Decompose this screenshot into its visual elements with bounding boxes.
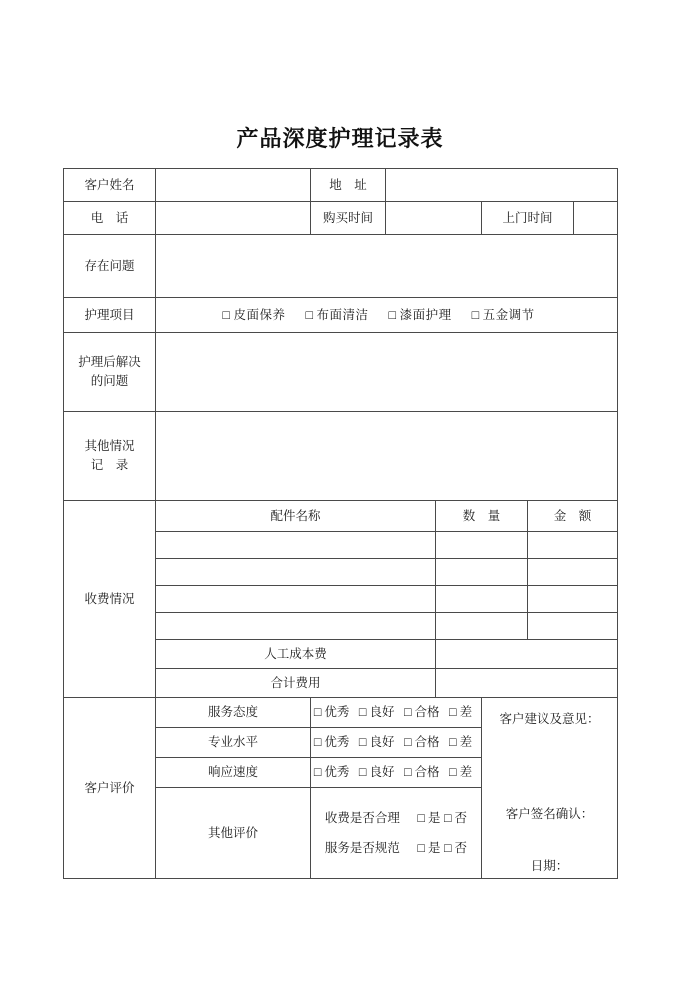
checkbox-icon[interactable]: □ <box>403 765 412 780</box>
care-items-options <box>156 298 618 333</box>
fee-part-name-field[interactable] <box>156 559 436 586</box>
existing-problem-field[interactable] <box>156 235 618 298</box>
rating-label: 优秀 <box>324 735 350 750</box>
rating-option[interactable] <box>314 765 350 779</box>
evaluation-label: 客户评价 <box>64 698 156 879</box>
table-row <box>64 698 618 728</box>
checkbox-icon[interactable]: □ <box>388 307 397 322</box>
address-field[interactable] <box>386 169 618 202</box>
table-row <box>64 235 618 298</box>
signature-label: 客户签名确认： <box>505 806 594 821</box>
care-item-label: 漆面护理 <box>399 307 452 322</box>
checkbox-icon[interactable]: □ <box>443 810 452 825</box>
checkbox-icon[interactable]: □ <box>471 307 480 322</box>
other-eval-question-text: 收费是否合理 <box>324 810 400 825</box>
rating-label: 良好 <box>369 735 395 750</box>
fee-quantity-field[interactable] <box>436 559 528 586</box>
other-situation-label-line2: 记 录 <box>90 458 129 472</box>
table-row <box>64 501 618 532</box>
after-care-label-line1: 护理后解决 <box>78 355 141 370</box>
rating-option[interactable] <box>359 705 395 719</box>
yes-label: 是 <box>427 810 441 825</box>
fee-quantity-field[interactable] <box>436 532 528 559</box>
care-item-label: 五金调节 <box>482 307 535 322</box>
other-situation-label <box>64 412 156 501</box>
no-option[interactable] <box>444 841 467 855</box>
fee-amount-field[interactable] <box>528 559 618 586</box>
labor-cost-label: 人工成本费 <box>156 640 436 669</box>
rating-option[interactable] <box>449 705 472 719</box>
labor-cost-field[interactable] <box>436 640 618 669</box>
fee-part-name-field[interactable] <box>156 532 436 559</box>
no-label: 否 <box>454 810 468 825</box>
rating-label: 合格 <box>414 735 440 750</box>
suggestion-label: 客户建议及意见： <box>499 711 600 726</box>
professional-level-label: 专业水平 <box>156 728 311 758</box>
other-evaluation-label: 其他评价 <box>156 788 311 879</box>
fee-part-name-field[interactable] <box>156 586 436 613</box>
after-care-field[interactable] <box>156 333 618 412</box>
care-item-option[interactable] <box>222 308 285 322</box>
yes-label: 是 <box>427 840 441 855</box>
suggestion-field[interactable] <box>482 739 617 795</box>
professional-level-options <box>311 728 482 758</box>
rating-label: 优秀 <box>324 765 350 780</box>
fee-quantity-field[interactable] <box>436 586 528 613</box>
rating-label: 合格 <box>414 765 440 780</box>
rating-option[interactable] <box>449 765 472 779</box>
rating-option[interactable] <box>359 765 395 779</box>
yes-option[interactable] <box>417 811 440 825</box>
checkbox-icon[interactable]: □ <box>403 705 412 720</box>
other-eval-question-text: 服务是否规范 <box>324 840 400 855</box>
rating-option[interactable] <box>359 735 395 749</box>
rating-option[interactable] <box>314 735 350 749</box>
care-item-option[interactable] <box>389 308 452 322</box>
fee-amount-field[interactable] <box>528 532 618 559</box>
rating-option[interactable] <box>314 705 350 719</box>
response-speed-options <box>311 758 482 788</box>
other-situation-label-line1: 其他情况 <box>84 439 135 454</box>
rating-label: 良好 <box>369 705 395 720</box>
fee-header-quantity: 数 量 <box>436 501 528 532</box>
checkbox-icon[interactable]: □ <box>417 810 425 825</box>
page-title: 产品深度护理记录表 <box>236 126 444 151</box>
evaluation-notes <box>482 698 618 879</box>
checkbox-icon[interactable]: □ <box>313 735 322 750</box>
no-label: 否 <box>454 840 468 855</box>
fee-quantity-field[interactable] <box>436 613 528 640</box>
care-item-label: 布面清洁 <box>316 307 369 322</box>
fee-header-amount: 金 额 <box>528 501 618 532</box>
service-attitude-label: 服务态度 <box>156 698 311 728</box>
date-label: 日期： <box>530 859 569 874</box>
checkbox-icon[interactable]: □ <box>358 765 367 780</box>
service-attitude-options <box>311 698 482 728</box>
checkbox-icon[interactable]: □ <box>222 307 231 322</box>
phone-label: 电 话 <box>64 202 156 235</box>
total-cost-field[interactable] <box>436 669 618 698</box>
after-care-label <box>64 333 156 412</box>
signature-field[interactable] <box>482 833 617 847</box>
rating-option[interactable] <box>404 705 440 719</box>
rating-label: 差 <box>459 705 473 720</box>
rating-label: 差 <box>459 765 473 780</box>
rating-label: 差 <box>459 735 473 750</box>
rating-option[interactable] <box>449 735 472 749</box>
rating-option[interactable] <box>404 765 440 779</box>
checkbox-icon[interactable]: □ <box>403 735 412 750</box>
care-items-label: 护理项目 <box>64 298 156 333</box>
checkbox-icon[interactable]: □ <box>417 840 425 855</box>
fee-amount-field[interactable] <box>528 586 618 613</box>
fee-amount-field[interactable] <box>528 613 618 640</box>
other-evaluation-questions <box>311 788 482 879</box>
total-cost-label: 合计费用 <box>156 669 436 698</box>
other-eval-question <box>311 809 481 828</box>
rating-label: 优秀 <box>324 705 350 720</box>
visit-time-label: 上门时间 <box>482 202 574 235</box>
fee-part-name-field[interactable] <box>156 613 436 640</box>
customer-name-label: 客户姓名 <box>64 169 156 202</box>
table-row <box>64 202 618 235</box>
care-item-label: 皮面保养 <box>233 307 286 322</box>
phone-field[interactable] <box>156 202 311 235</box>
existing-problem-label: 存在问题 <box>64 235 156 298</box>
checkbox-icon[interactable]: □ <box>443 840 452 855</box>
response-speed-label: 响应速度 <box>156 758 311 788</box>
checkbox-icon[interactable]: □ <box>358 735 367 750</box>
rating-option[interactable] <box>404 735 440 749</box>
rating-label: 合格 <box>414 705 440 720</box>
rating-label: 良好 <box>369 765 395 780</box>
checkbox-icon[interactable]: □ <box>358 705 367 720</box>
no-option[interactable] <box>444 811 467 825</box>
care-item-option[interactable] <box>305 308 368 322</box>
purchase-time-field[interactable] <box>386 202 482 235</box>
checkbox-icon[interactable]: □ <box>449 705 457 720</box>
other-situation-field[interactable] <box>156 412 618 501</box>
table-row <box>64 333 618 412</box>
checkbox-icon[interactable]: □ <box>313 765 322 780</box>
care-item-option[interactable] <box>472 308 535 322</box>
checkbox-icon[interactable]: □ <box>449 735 457 750</box>
checkbox-icon[interactable]: □ <box>449 765 457 780</box>
table-row <box>64 412 618 501</box>
care-record-form <box>63 168 618 879</box>
fee-label: 收费情况 <box>64 501 156 698</box>
after-care-label-line2: 的问题 <box>90 374 129 388</box>
yes-option[interactable] <box>417 841 440 855</box>
visit-time-field[interactable] <box>574 202 618 235</box>
address-label: 地 址 <box>311 169 386 202</box>
table-row <box>64 298 618 333</box>
purchase-time-label: 购买时间 <box>311 202 386 235</box>
checkbox-icon[interactable]: □ <box>313 705 322 720</box>
checkbox-icon[interactable]: □ <box>305 307 314 322</box>
customer-name-field[interactable] <box>156 169 311 202</box>
table-row <box>64 169 618 202</box>
fee-header-part-name: 配件名称 <box>156 501 436 532</box>
other-eval-question <box>311 839 481 858</box>
